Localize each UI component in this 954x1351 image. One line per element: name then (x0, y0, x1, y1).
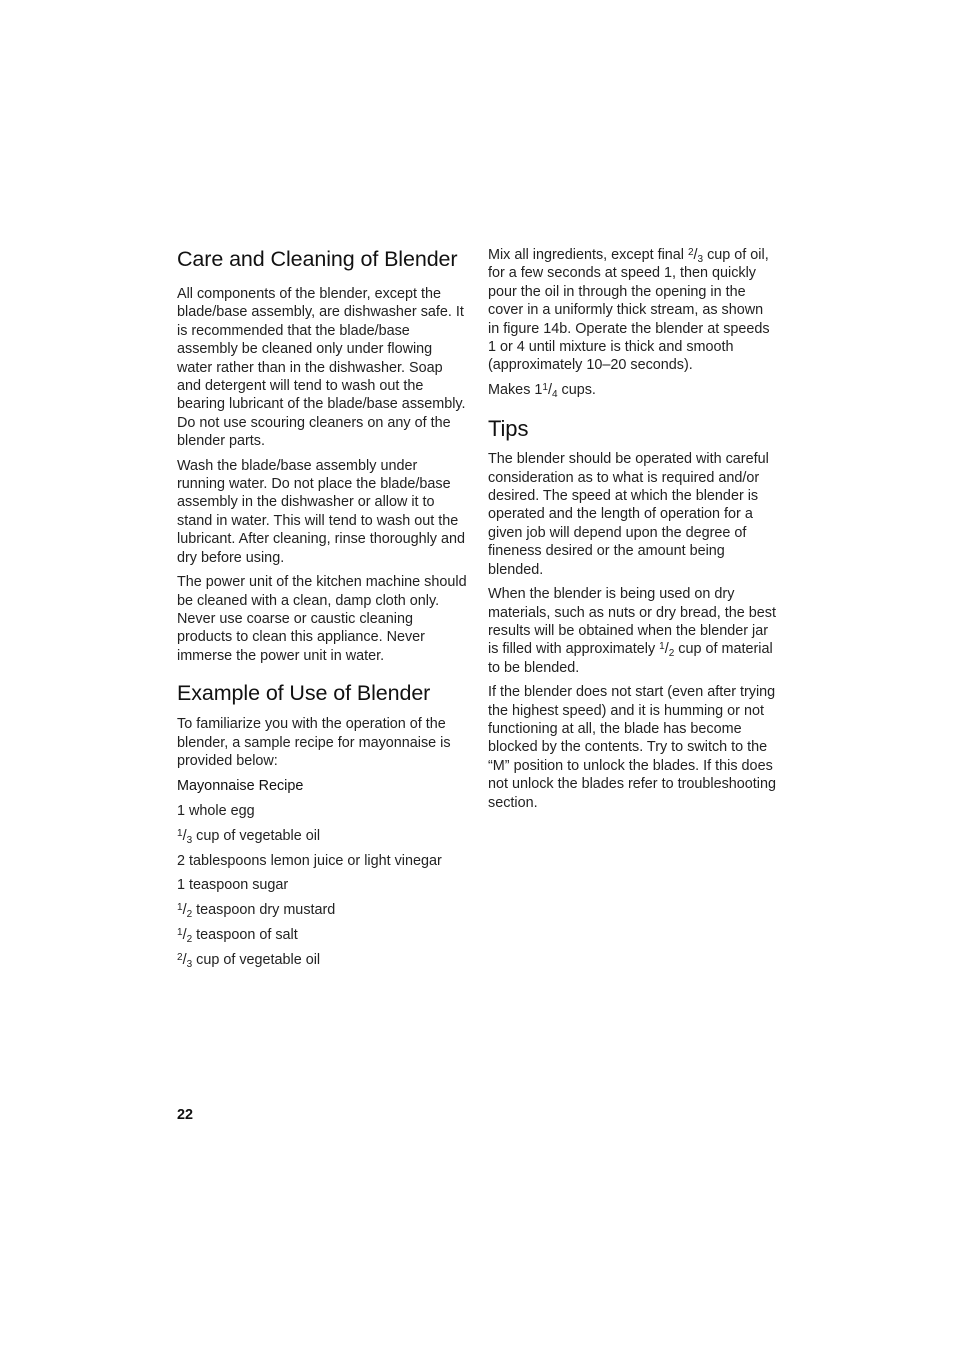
left-column (177, 246, 467, 976)
mix-instructions: Mix all ingredients, except final $^2/_3$ cup of oil, for a few seconds at speed 1, then quickly pour the oil in through the opening in the cover in a uniformly thick stream, as shown in figure 14b. Operate the blender at speeds 1 or 4 until mixture is thick and smooth (approximately 10–20 seconds). (488, 247, 770, 374)
tips-heading: Tips (488, 416, 529, 442)
tips-paragraph-1: The blender should be operated with careful consideration as to what is required and/or desired. The speed at which the blender is operated and the length of operation for a given job will depend upon the degree of fineness desired or the amount being blended. (488, 451, 769, 578)
care-heading: Care and Cleaning of Blender (177, 247, 458, 271)
care-paragraph-3: The power unit of the kitchen machine should be cleaned with a clean, damp cloth only. Never use coarse or caustic cleaning products to clean this appliance. Never immerse the power unit in water. (177, 574, 467, 664)
tips-paragraph-3: If the blender does not start (even after trying the highest speed) and it is humming or not functioning at all, the blade has become blocked by the contents. Try to switch to the “M” position to unlock the blades. If this does not unlock the blades refer to troubleshooting section. (488, 684, 777, 811)
recipe-title: Mayonnaise Recipe (177, 778, 304, 795)
care-paragraph-2: Wash the blade/base assembly under running water. Do not place the blade/base assembly in the dishwasher or allow it to stand in water. This will tend to wash out the lubricant. After cleaning, rinse thoroughly and dry before using. (177, 457, 465, 566)
recipe-item: $^1/_2$ teaspoon of salt (177, 927, 298, 946)
recipe-list (177, 802, 467, 970)
care-paragraph-1: All components of the blender, except the blade/base assembly, are dishwasher safe. It is recommended that the blade/base assembly be cleaned only under flowing water rather than in the dishwasher. Soap and detergent will tend to wash out the bearing lubricant of the blade/base assembly. Do not use scouring cleaners on any of the blender parts. (177, 286, 466, 450)
example-intro: To familiarize you with the operation of the blender, a sample recipe for mayonnaise is provided below: (177, 716, 451, 769)
recipe-item: $^1/_3$ cup of vegetable oil (177, 827, 321, 846)
recipe-item: $^1/_2$ teaspoon dry mustard (177, 902, 336, 921)
recipe-item: 1 whole egg (177, 802, 255, 819)
tips-paragraph-2: When the blender is being used on dry materials, such as nuts or dry bread, the best results will be obtained when the blender jar is filled with approximately $^1/_2$ cup of material to be blended. (488, 586, 776, 676)
example-heading: Example of Use of Blender (177, 681, 431, 706)
recipe-item: $^2/_3$ cup of vegetable oil (177, 952, 321, 971)
right-column (488, 246, 778, 812)
makes-yield: Makes $1^1/_4$ cups. (488, 381, 596, 400)
page-number: 22 (177, 1107, 194, 1123)
recipe-item: 2 tablespoons lemon juice or light vinegar (177, 852, 442, 869)
recipe-item: 1 teaspoon sugar (177, 877, 289, 894)
